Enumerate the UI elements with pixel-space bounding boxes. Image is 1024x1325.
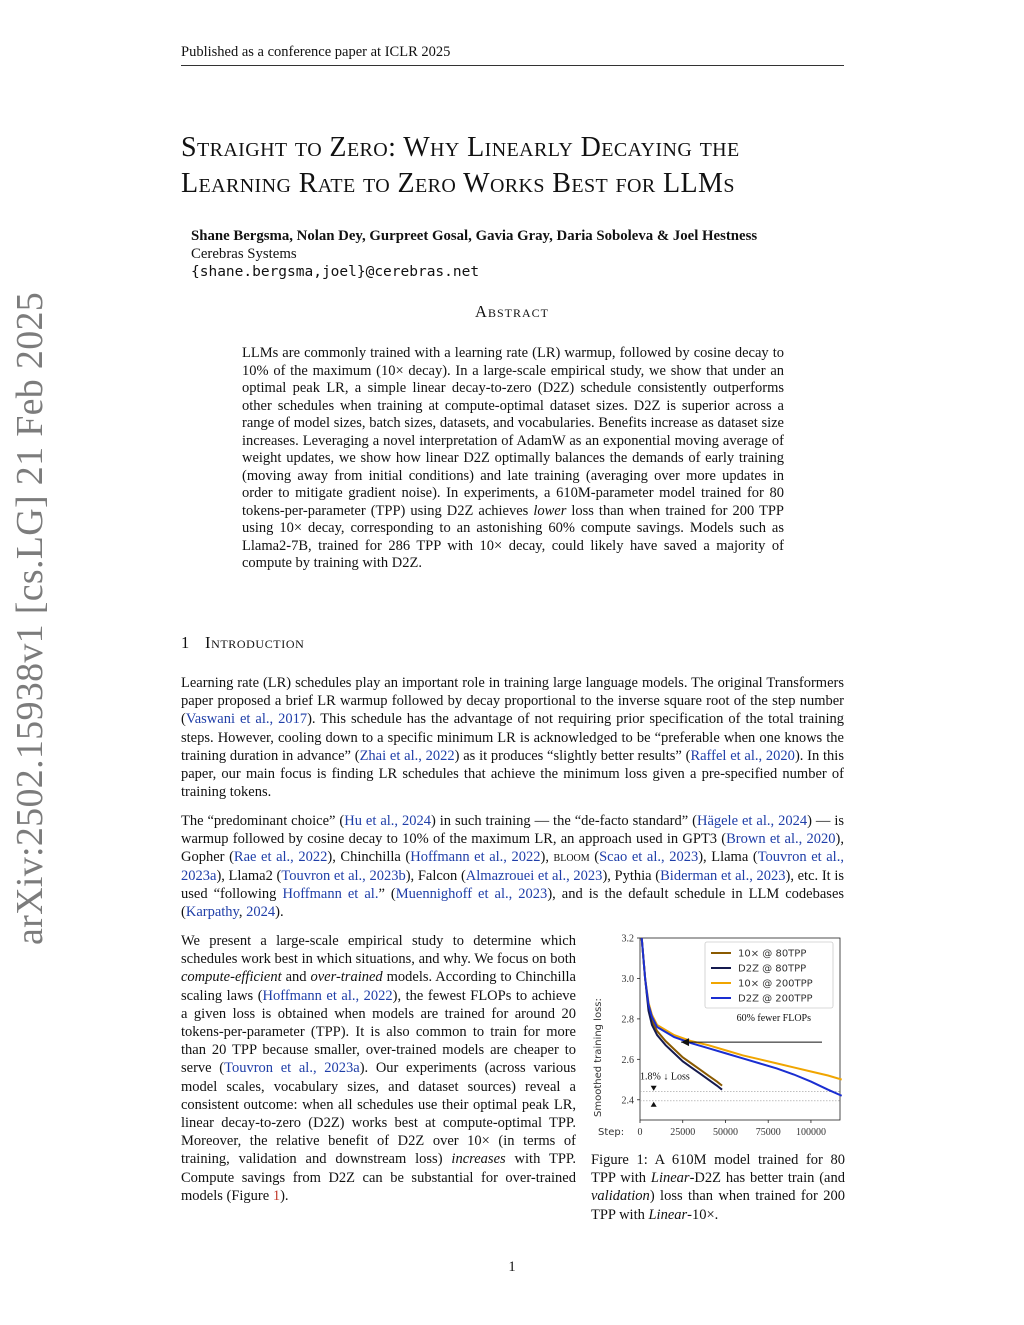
citation-link[interactable]: Vaswani et al., 2017	[185, 711, 308, 728]
text-run: ,	[238, 904, 247, 921]
affiliation: Cerebras Systems	[191, 246, 297, 262]
section-title: Introduction	[205, 633, 305, 652]
citation-link[interactable]: Hu et al., 2024	[344, 813, 431, 829]
text-run: and	[281, 969, 311, 986]
y-tick-label: 3.0	[621, 973, 634, 985]
text-run: ).	[275, 904, 284, 921]
citation-link[interactable]: Muennighoff et al., 2023	[395, 885, 548, 902]
text-run: ) — is warmup followed by cosine decay to 10% of the maximum LR, an approach used in GPT3 (	[181, 813, 844, 848]
chart-legend	[705, 942, 833, 1008]
arxiv-stamp: arXiv:2502.15938v1 [cs.LG] 21 Feb 2025	[9, 291, 51, 945]
citation-link[interactable]: Raffel et al., 2020	[690, 747, 795, 764]
text-run: ), Llama (	[698, 849, 758, 866]
running-header: Published as a conference paper at ICLR 2025	[181, 44, 451, 60]
text-run: -D2Z has better train (and	[689, 1170, 845, 1187]
citation-link[interactable]: Hägele et al., 2024	[696, 813, 808, 829]
text-run: ), etc. It is used “following	[181, 867, 845, 902]
author-email: {shane.bergsma,joel}@cerebras.net	[191, 264, 480, 280]
citation-link[interactable]: Brown et al., 2020	[726, 831, 836, 848]
x-axis-label: Step:	[598, 1127, 625, 1138]
y-axis-label: Smoothed training loss:	[593, 998, 604, 1117]
citation-link[interactable]: Touvron et al., 2023b	[281, 867, 406, 884]
abstract-text-2: loss than when trained for 200 TPP using 10× decay, corresponding to an astonishing 60% compute savings. Models such as Llama2-7B, trained for 286 TPP with 10× decay, could likely have saved a majority of compute by training with D2Z.	[242, 502, 784, 571]
text-run: ) loss than when trained for 200 TPP with	[591, 1188, 845, 1223]
emphasis: Linear	[650, 1170, 690, 1187]
citation-link[interactable]: Hoffmann et al.	[282, 885, 379, 902]
text-run: (	[589, 849, 600, 866]
citation-link[interactable]: 2024	[246, 904, 276, 921]
citation-link[interactable]: Karpathy	[185, 904, 239, 921]
abstract-body	[242, 345, 784, 573]
intro-paragraph-3	[181, 932, 576, 1205]
text-run: ). In this paper, our main focus is finding LR schedules that achieve the minimum loss given a pre-specified number of training tokens.	[181, 747, 844, 801]
text-run: ), Pythia (	[602, 867, 661, 884]
citation-link[interactable]: Almazrouei et al., 2023	[465, 867, 603, 884]
text-run: ) as it produces “slightly better results” (	[454, 747, 691, 764]
citation-link[interactable]: Touvron et al., 2023a	[224, 1060, 360, 1077]
citation-link[interactable]: Rae et al., 2022	[233, 849, 328, 866]
text-run: ” (	[378, 885, 396, 902]
chart-reference-lines	[640, 1092, 840, 1101]
abstract-text-1: LLMs are commonly trained with a learning rate (LR) warmup, followed by cosine decay to 10% of the maximum (10× decay). In a large-scale empirical study, we show that under an optimal peak LR, a simple linear decay-to-zero (D2Z) schedule consistently outperforms other schedules when training at compute-optimal dataset sizes. D2Z is superior across a range of model sizes, batch sizes, datasets, and vocabularies. Benefits increase as dataset size increases. Leveraging a novel interpretation of AdamW as an exponential moving average of weight updates, we show how linear D2Z optimally balances the demands of early training (moving away from initial conditions) and late training (averaging over more updates in order to mitigate gradient noise). In experiments, a 610M-parameter model trained for 80 tokens-per-parameter (TPP) using D2Z achieves	[242, 345, 784, 519]
emphasis: over-trained	[310, 969, 383, 986]
author-list: Shane Bergsma, Nolan Dey, Gurpreet Gosal, Gavia Gray, Daria Soboleva & Joel Hestness	[191, 228, 758, 244]
text-run: ),	[540, 849, 554, 866]
text-run: ), Llama2 (	[216, 867, 282, 884]
text-run: -10×.	[687, 1206, 719, 1223]
text-run: ), and is the default schedule in LLM codebases (	[181, 885, 845, 921]
text-run: Learning rate (LR) schedules play an important role in training large language models. The original Transformers paper proposed a brief LR warmup followed by decay proportional to the inverse square root of the step number (	[181, 675, 844, 728]
legend-entry: D2Z @ 80TPP	[738, 963, 807, 975]
legend-entry: D2Z @ 200TPP	[738, 993, 813, 1005]
x-tick-label: 100000	[795, 1127, 826, 1138]
text-run: ), the fewest FLOPs to achieve a given loss is obtained when models are trained for around 20 tokens-per-parameter (TPP). It is also common to train for more than 20 TPP because smaller, over-trained models are cheaper to serve (	[181, 987, 576, 1077]
emphasis: increases	[451, 1151, 506, 1168]
citation-link[interactable]: Hoffmann et al., 2022	[410, 849, 541, 866]
y-tick-label: 2.6	[621, 1054, 634, 1066]
title-line-1: Straight to Zero: Why Linearly Decaying the	[181, 132, 740, 163]
citation-link[interactable]: Biderman et al., 2023	[660, 867, 786, 884]
title-line-2: Learning Rate to Zero Works Best for LLMs	[181, 168, 735, 199]
header-rule	[181, 65, 844, 66]
x-tick-label: 50000	[712, 1127, 738, 1138]
text-run: ), Gopher (	[181, 831, 844, 866]
text-run: with TPP. Compute savings from D2Z can be substantial for over-trained models (Figure	[181, 1151, 576, 1204]
page-number: 1	[508, 1259, 516, 1275]
text-run: models. According to Chinchilla scaling laws (	[181, 969, 576, 1004]
emphasis: compute-efficient	[181, 969, 282, 986]
text-run: ). Our experiments (across various model scales, vocabulary sizes, and dataset sources) reveal a consistent outcome: when all schedules use their optimal peak LR, linear decay-to-zero (D2Z) works best at compute-optimal TPP. Moreover, the relative benefit of D2Z over 10× (in terms of training, validation and downstream loss)	[181, 1060, 577, 1168]
y-tick-label: 2.8	[621, 1014, 634, 1026]
text-run: We present a large-scale empirical study to determine which schedules work best in which situations, and why. We focus on both	[181, 933, 576, 968]
text-run: ).	[280, 1187, 289, 1204]
text-run: ) in such training — the “de-facto standard” (	[431, 813, 697, 829]
abstract-heading: Abstract	[475, 302, 549, 321]
x-tick-label: 0	[637, 1127, 643, 1138]
loss-chart	[585, 928, 847, 1143]
citation-link[interactable]: Touvron et al., 2023a	[181, 849, 844, 884]
text-run: ), Chinchilla (	[327, 849, 411, 866]
chart-annotations	[640, 1013, 822, 1107]
citation-link[interactable]: Hoffmann et al., 2022	[262, 987, 393, 1004]
figure-caption	[591, 1151, 845, 1224]
citation-link[interactable]: Scao et al., 2023	[599, 849, 699, 866]
citation-link[interactable]: Zhai et al., 2022	[359, 747, 455, 764]
text-run: ), Falcon (	[405, 867, 466, 884]
annotation-caret-up	[651, 1102, 657, 1107]
model-name-bloom: bloom	[553, 849, 590, 866]
text-run: Figure 1: A 610M model trained for 80 TPP with	[591, 1152, 845, 1187]
annotation-flops: 60% fewer FLOPs	[736, 1012, 812, 1024]
annotation-caret-down	[651, 1086, 657, 1091]
intro-paragraph-1	[181, 674, 844, 801]
legend-entry: 10× @ 200TPP	[738, 978, 813, 990]
text-run: ). This schedule has the advantage of not requiring prior specification of the total training steps. However, cooling down to a specific minimum LR is acknowledged to be “preferable when one knows the training duration in advance” (	[181, 711, 844, 764]
x-tick-label: 25000	[670, 1127, 696, 1138]
text-run: The “predominant choice” (	[181, 813, 345, 829]
abstract-emphasis: lower	[533, 502, 567, 519]
figure-reference-link[interactable]: 1	[272, 1187, 281, 1204]
annotation-loss: 1.8% ↓ Loss	[640, 1071, 690, 1083]
y-tick-label: 2.4	[621, 1095, 634, 1107]
y-tick-label: 3.2	[621, 933, 634, 945]
section-heading	[181, 633, 304, 653]
emphasis: validation	[591, 1188, 650, 1205]
section-number: 1	[181, 633, 190, 652]
paper-title	[181, 130, 861, 202]
legend-entry: 10× @ 80TPP	[738, 948, 807, 960]
emphasis: Linear	[648, 1206, 688, 1223]
intro-paragraph-2	[181, 812, 844, 921]
x-tick-label: 75000	[755, 1127, 781, 1138]
